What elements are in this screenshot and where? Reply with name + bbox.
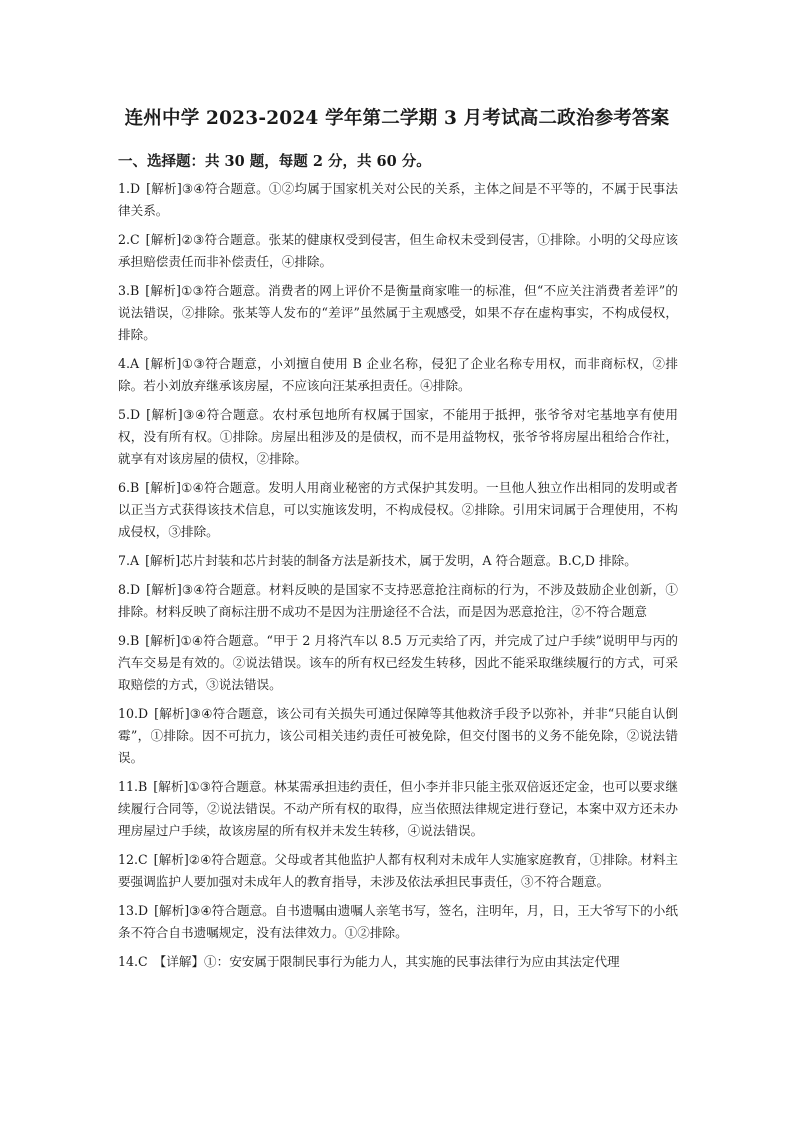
answer-explanation: [解析]③④符合题意。①②均属于国家机关对公民的关系，主体之间是不平等的，不属于民事法律关系。 <box>118 181 678 218</box>
answer-number: 7.A <box>118 553 140 568</box>
answer-number: 12.C <box>118 852 148 867</box>
answer-explanation: [解析]③④符合题意。自书遗嘱由遗嘱人亲笔书写，签名，注明年，月，日，王大爷写下的小纸条不符合自书遗嘱规定，没有法律效力。①②排除。 <box>118 903 678 940</box>
answer-number: 2.C <box>118 232 140 247</box>
answer-item <box>118 477 678 543</box>
answer-number: 1.D <box>118 181 141 196</box>
answer-number: 3.B <box>118 283 140 298</box>
answer-item <box>118 900 678 944</box>
answer-number: 9.B <box>118 633 140 648</box>
answer-number: 13.D <box>118 903 149 918</box>
answer-item <box>118 951 678 973</box>
answer-item <box>118 630 678 696</box>
answer-item <box>118 849 678 893</box>
answer-number: 6.B <box>118 480 140 495</box>
answer-number: 11.B <box>118 779 148 794</box>
answer-item <box>118 579 678 623</box>
answer-item <box>118 280 678 346</box>
answer-explanation: [解析]②④符合题意。父母或者其他监护人都有权利对未成年人实施家庭教育，①排除。材料主要强调监护人要加强对未成年人的教育指导，未涉及依法承担民事责任，③不符合题意。 <box>118 852 678 889</box>
document-title: 连州中学 2023-2024 学年第二学期 3 月考试高二政治参考答案 <box>124 108 670 129</box>
answer-explanation: [解析]①④符合题意。“甲于 2 月将汽车以 8.5 万元卖给了丙，并完成了过户手续”说明甲与丙的汽车交易是有效的。②说法错误。该车的所有权已经发生转移，因此不能采取继续履行的方式，可采取赔偿的方式，③说法错误。 <box>118 633 678 692</box>
answer-list <box>118 178 678 980</box>
section-heading: 一、选择题：共 30 题，每题 2 分，共 60 分。 <box>118 153 431 170</box>
answer-item <box>118 178 678 222</box>
answer-number: 8.D <box>118 582 141 597</box>
answer-item <box>118 776 678 842</box>
answer-number: 10.D <box>118 706 149 721</box>
answer-item <box>118 703 678 769</box>
answer-explanation: [解析]①③符合题意。林某需承担违约责任，但小李并非只能主张双倍返还定金，也可以要求继续履行合同等，②说法错误。不动产所有权的取得，应当依照法律规定进行登记，本案中双方还未办理房屋过户手续，故该房屋的所有权并未发生转移，④说法错误。 <box>118 779 678 838</box>
answer-explanation: [解析]②③符合题意。张某的健康权受到侵害，但生命权未受到侵害，①排除。小明的父母应该承担赔偿责任而非补偿责任，④排除。 <box>118 232 678 269</box>
answer-explanation: [解析]①③符合题意，小刘擅自使用 B 企业名称，侵犯了企业名称专用权，而非商标权，②排除。若小刘放弃继承该房屋，不应该向汪某承担责任。④排除。 <box>118 356 678 393</box>
answer-item <box>118 229 678 273</box>
answer-item <box>118 353 678 397</box>
answer-item <box>118 550 678 572</box>
answer-number: 14.C <box>118 954 148 969</box>
answer-explanation: [解析]芯片封装和芯片封装的制备方法是新技术，属于发明，A 符合题意。B.C,D 排除。 <box>145 553 637 568</box>
answer-explanation: 【详解】①：安安属于限制民事行为能力人，其实施的民事法律行为应由其法定代理 <box>153 954 620 969</box>
answer-explanation: [解析]③④符合题意。材料反映的是国家不支持恶意抢注商标的行为，不涉及鼓励企业创新，①排除。材料反映了商标注册不成功不是因为注册途径不合法，而是因为恶意抢注，②不符合题意 <box>118 582 678 619</box>
answer-number: 4.A <box>118 356 140 371</box>
answer-explanation: [解析]①④符合题意。发明人用商业秘密的方式保护其发明。一旦他人独立作出相同的发明或者以正当方式获得该技术信息，可以实施该发明，不构成侵权。②排除。引用宋词属于合理使用，不构成侵权，③排除。 <box>118 480 678 539</box>
answer-item <box>118 404 678 470</box>
answer-explanation: [解析]①③符合题意。消费者的网上评价不是衡量商家唯一的标准，但“不应关注消费者差评”的说法错误，②排除。张某等人发布的“差评”虽然属于主观感受，如果不存在虚构事实，不构成侵权，排除。 <box>118 283 678 342</box>
answer-number: 5.D <box>118 407 141 422</box>
answer-explanation: [解析]③④符合题意。农村承包地所有权属于国家，不能用于抵押，张爷爷对宅基地享有使用权，没有所有权。①排除。房屋出租涉及的是债权，而不是用益物权，张爷爷将房屋出租给合作社，就享有对该房屋的债权，②排除。 <box>118 407 678 466</box>
answer-explanation: [解析]③④符合题意，该公司有关损失可通过保障等其他救济手段予以弥补，并非“只能自认倒霉”，①排除。因不可抗力，该公司相关违约责任可被免除，但交付图书的义务不能免除，②说法错误。 <box>118 706 678 765</box>
